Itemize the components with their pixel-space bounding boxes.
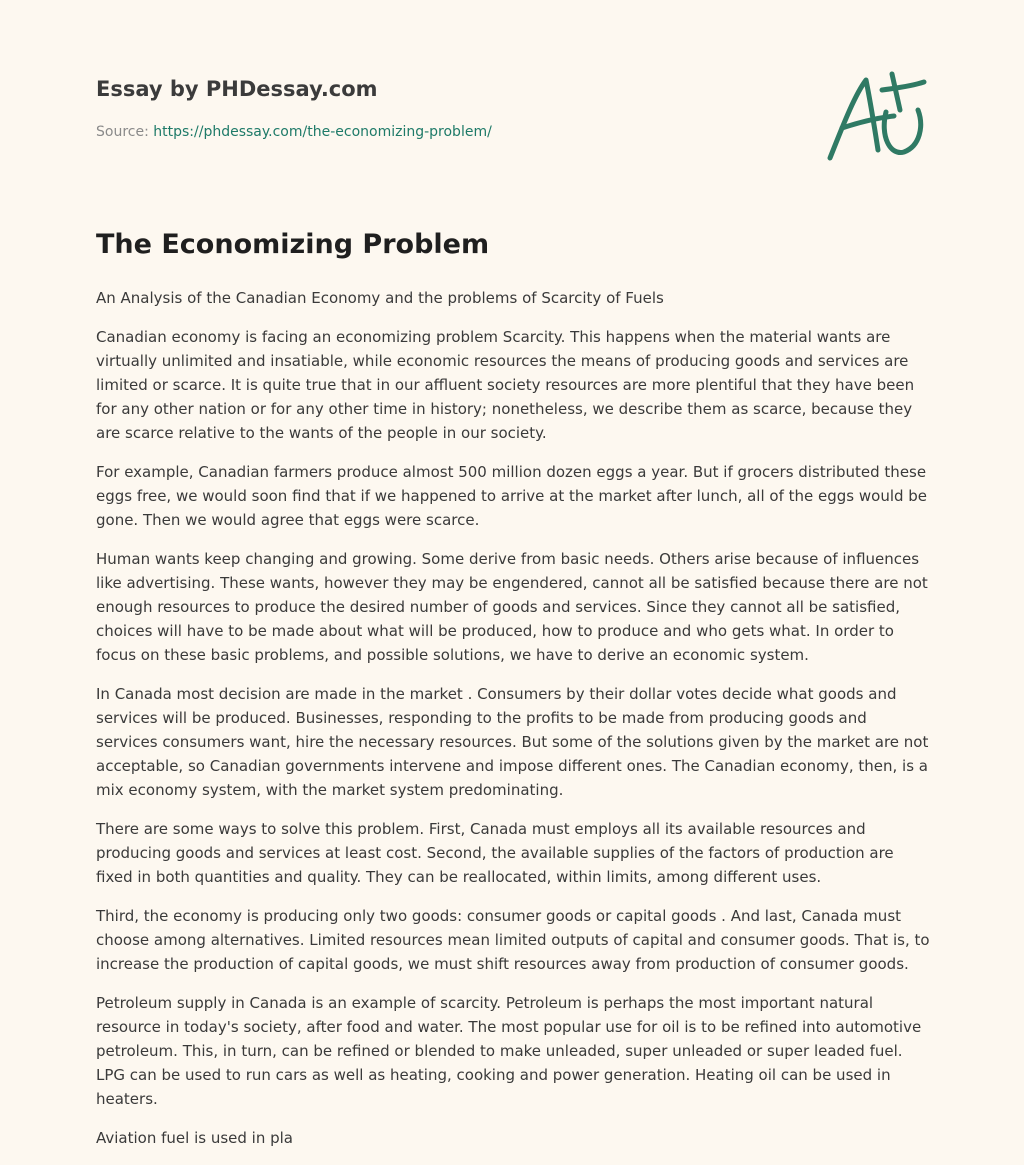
article bbox=[96, 226, 932, 1165]
article-paragraph: Petroleum supply in Canada is an example of scarcity. Petroleum is perhaps the most important natural resource in today's society, after food and water. The most popular use for oil is to be refined into automotive petroleum. This, in turn, can be refined or blended to make unleaded, super unleaded or super leaded fuel. LPG can be used to run cars as well as heating, cooking and power generation. Heating oil can be used in heaters. bbox=[96, 994, 922, 1108]
article-paragraph: There are some ways to solve this problem. First, Canada must employs all its available resources and producing goods and services at least cost. Second, the available supplies of the factors of production are fixed in both quantities and quality. They can be reallocated, within limits, among different uses. bbox=[96, 820, 894, 886]
source-label: Source: bbox=[96, 124, 149, 140]
article-paragraph: Human wants keep changing and growing. Some derive from basic needs. Others arise because of influences like advertising. These wants, however they may be engendered, cannot all be satisfied because there are not enough resources to produce the desired number of goods and services. Since they cannot all be satisfied, choices will have to be made about what will be produced, how to produce and who gets what. In order to focus on these basic problems, and possible solutions, we have to derive an economic system. bbox=[96, 550, 928, 664]
article-paragraph: Third, the economy is producing only two goods: consumer goods or capital goods . And last, Canada must choose among alternatives. Limited resources mean limited outputs of capital and consumer goods. That is, to increase the production of capital goods, we must shift resources away from production of consumer goods. bbox=[96, 907, 930, 973]
article-paragraph: Aviation fuel is used in pla bbox=[96, 1129, 293, 1147]
article-paragraph: In Canada most decision are made in the market . Consumers by their dollar votes decide what goods and services will be produced. Businesses, responding to the profits to be made from producing goods and services consumers want, hire the necessary resources. But some of the solutions given by the market are not acceptable, so Canadian governments intervene and impose different ones. The Canadian economy, then, is a mix economy system, with the market system predominating. bbox=[96, 685, 929, 799]
article-paragraph: Canadian economy is facing an economizing problem Scarcity. This happens when the material wants are virtually unlimited and insatiable, while economic resources the means of producing goods and services are limited or scarce. It is quite true that in our affluent society resources are more plentiful that they have been for any other nation or for any other time in history; nonetheless, we describe them as scarce, because they are scarce relative to the wants of the people in our society. bbox=[96, 328, 915, 442]
a-plus-logo-icon bbox=[820, 66, 930, 166]
article-paragraph: For example, Canadian farmers produce almost 500 million dozen eggs a year. But if grocers distributed these eggs free, we would soon find that if we happened to arrive at the market after lunch, all of the eggs would be gone. Then we would agree that eggs were scarce. bbox=[96, 463, 928, 529]
source-link[interactable]: https://phdessay.com/the-economizing-problem/ bbox=[153, 124, 492, 140]
source-line bbox=[96, 122, 796, 142]
article-paragraph: An Analysis of the Canadian Economy and the problems of Scarcity of Fuels bbox=[96, 289, 664, 307]
page-header bbox=[96, 74, 796, 142]
article-title: The Economizing Problem bbox=[96, 229, 490, 260]
site-brand: Essay by PHDessay.com bbox=[96, 77, 378, 101]
